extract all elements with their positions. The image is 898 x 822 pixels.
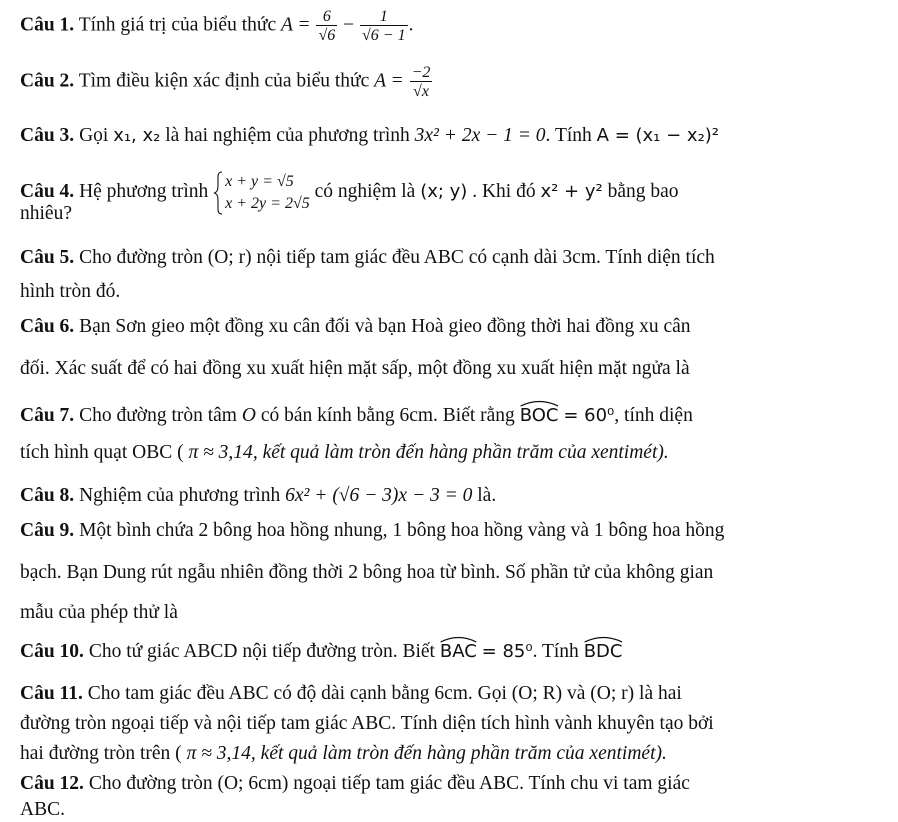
question-5 [20, 246, 886, 270]
question-text: Tìm điều kiện xác định của biểu thức [78, 70, 370, 92]
question-text: Gọi [79, 125, 109, 146]
question-9-cont-1 [20, 561, 886, 585]
angle-value: = 85⁰ [481, 641, 533, 662]
fraction [410, 64, 433, 100]
question-text: là hai nghiệm của phương trình [165, 125, 410, 146]
question-number: Câu 11. [20, 683, 83, 704]
question-number: Câu 10. [20, 641, 84, 662]
question-3 [20, 124, 886, 148]
question-number: Câu 2. [20, 70, 75, 92]
question-number: Câu 7. [20, 405, 75, 426]
question-text: Cho đường tròn (O; 6cm) ngoại tiếp tam giác đều ABC. Tính chu vi tam giác [88, 773, 690, 794]
question-9-cont-2 [20, 601, 886, 625]
question-1 [20, 8, 886, 44]
pi-approx: π ≈ 3,14 [186, 743, 251, 764]
question-text: hình tròn đó. [20, 281, 121, 302]
arc-icon [584, 633, 623, 643]
question-text: . Khi đó [472, 181, 536, 202]
question-number: Câu 6. [20, 316, 75, 337]
question-text: Cho tứ giác ABCD nội tiếp đường tròn. Biết [88, 641, 435, 662]
question-11-cont-2 [20, 742, 886, 766]
question-text: ABC. [20, 799, 65, 820]
arc-icon [440, 633, 477, 643]
question-number: Câu 8. [20, 485, 75, 506]
question-text: tích hình quạt OBC ( [20, 442, 184, 463]
question-number: Câu 5. [20, 247, 75, 268]
question-text: Cho tam giác đều ABC có độ dài cạnh bằng 6cm. Gọi (O; R) và (O; r) là hai [87, 683, 682, 704]
question-text: Nghiệm của phương trình [79, 485, 281, 506]
question-6 [20, 315, 886, 339]
system-eq-1: x + y = √5 [225, 172, 294, 190]
question-text: có bán kính bằng 6cm. Biết rằng [260, 405, 515, 426]
pi-approx: π ≈ 3,14 [188, 442, 253, 463]
question-text: Hệ phương trình [79, 181, 209, 202]
target-expr: x² + y² [540, 181, 603, 202]
question-text: , kết quả làm tròn đến hàng phần trăm của xentimét). [250, 743, 667, 764]
fraction-numerator: −2 [411, 64, 431, 81]
roots-vars: x₁, x₂ [113, 125, 161, 146]
arc-icon [520, 397, 559, 407]
question-text: Cho đường tròn tâm [79, 405, 237, 426]
expr-lhs: A = [374, 70, 404, 92]
fraction-denominator: √6 − 1 [361, 27, 406, 44]
fraction-numerator: 1 [379, 8, 388, 25]
period: . [408, 14, 414, 36]
question-text: bạch. Bạn Dung rút ngẫu nhiên đồng thời 2 bông hoa từ bình. Số phần tử của không gian [20, 562, 714, 583]
question-number: Câu 1. [20, 14, 75, 36]
question-text: . Tính [545, 125, 592, 146]
fraction-2 [360, 8, 408, 44]
question-number: Câu 12. [20, 773, 84, 794]
question-text: đường tròn ngoại tiếp và nội tiếp tam giác ABC. Tính diện tích hình vành khuyên tạo bởi [20, 713, 714, 734]
question-5-cont [20, 280, 886, 304]
angle-name: BDC [583, 641, 623, 662]
question-12 [20, 772, 886, 796]
equation: 6x² + (√6 − 3)x − 3 = 0 [285, 485, 473, 506]
question-number: Câu 3. [20, 125, 75, 146]
question-10 [20, 636, 886, 664]
question-11-cont-1 [20, 712, 886, 736]
target-expr: A = (x₁ − x₂)² [596, 125, 720, 146]
question-text: . Tính [532, 641, 579, 662]
question-text: , tính diện [614, 405, 693, 426]
question-text: Tính giá trị của biểu thức [78, 14, 277, 36]
equation: 3x² + 2x − 1 = 0 [414, 125, 546, 146]
fraction-1 [316, 8, 337, 44]
minus-sign: − [343, 14, 355, 36]
question-4-cont [20, 202, 886, 226]
target-arc [584, 636, 623, 664]
question-text: Một bình chứa 2 bông hoa hồng nhung, 1 bông hoa hồng vàng và 1 bông hoa hồng [79, 520, 725, 541]
question-text: là. [477, 485, 497, 506]
fraction-numerator: 6 [322, 8, 331, 25]
question-12-cont [20, 798, 886, 822]
angle-name: BOC [519, 405, 559, 426]
question-text: có nghiệm là [314, 181, 416, 202]
question-text: đối. Xác suất để có hai đồng xu xuất hiện mặt sấp, một đồng xu xuất hiện mặt ngửa là [20, 358, 690, 379]
solution-pair: (x; y) [420, 181, 468, 202]
question-9 [20, 519, 886, 543]
question-text: nhiêu? [20, 203, 72, 224]
fraction-denominator: √6 [318, 27, 336, 44]
system-eq-2: x + 2y = 2√5 [225, 194, 310, 212]
question-text: Cho đường tròn (O; r) nội tiếp tam giác đều ABC có cạnh dài 3cm. Tính diện tích [79, 247, 715, 268]
question-text: Bạn Sơn gieo một đồng xu cân đối và bạn Hoà gieo đồng thời hai đồng xu cân [79, 316, 691, 337]
question-7-cont [20, 441, 886, 465]
question-8 [20, 484, 886, 508]
question-7 [20, 400, 886, 428]
center-label: O [241, 405, 256, 426]
angle-arc [520, 400, 559, 428]
expr-lhs: A = [280, 14, 311, 36]
angle-arc [440, 636, 477, 664]
question-number: Câu 4. [20, 181, 75, 202]
question-text: hai đường tròn trên ( [20, 743, 182, 764]
question-text: mẫu của phép thử là [20, 602, 178, 623]
angle-name: BAC [439, 641, 477, 662]
question-text: bằng bao [607, 181, 679, 202]
angle-value: = 60⁰ [563, 405, 615, 426]
question-number: Câu 9. [20, 520, 75, 541]
question-2 [20, 64, 886, 100]
fraction-denominator: √x [410, 81, 433, 100]
question-6-cont [20, 357, 886, 381]
question-11 [20, 682, 886, 706]
question-text: , kết quả làm tròn đến hàng phần trăm của xentimét). [252, 442, 669, 463]
